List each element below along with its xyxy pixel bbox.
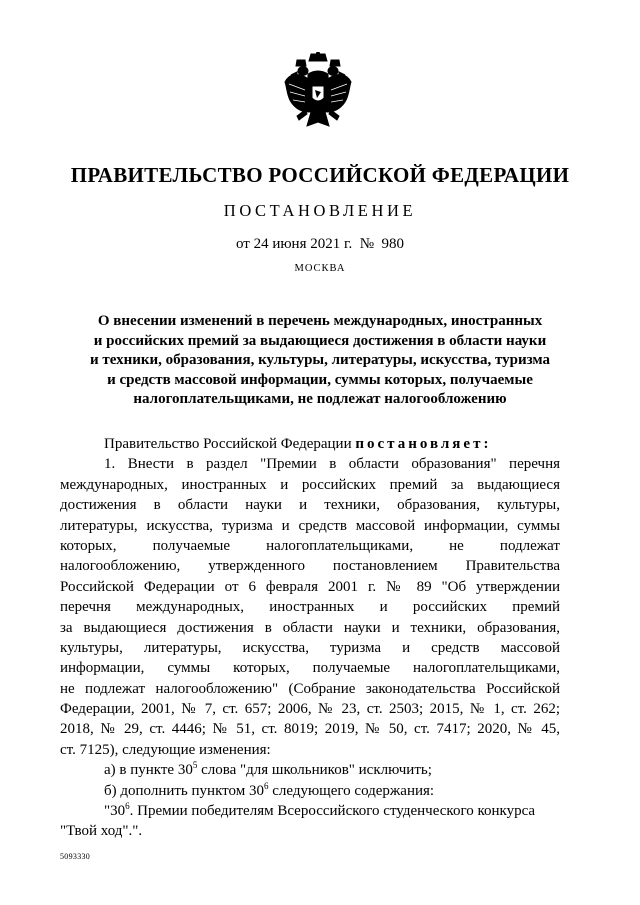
russian-coat-of-arms-icon [283,52,353,134]
paragraph-line: за выдающиеся достижения в области науки и техники, образования, [60,619,560,636]
paragraph-line: достижения в области науки и техники, образования, культуры, [60,497,560,514]
document-type: ПОСТАНОВЛЕНИЕ [223,201,417,220]
intro-line [60,434,560,454]
item-b-line: б) дополнить пунктом $30^6$ следующего содержания: [104,780,435,799]
intro-keyword: постановляет: [355,436,492,452]
paragraph-line: налогообложению, утвержденного постановлением Правительства [60,558,560,575]
city-name: МОСКВА [294,263,346,274]
paragraph-line: которых, получаемые налогоплательщиками, не подлежат [60,537,560,554]
document-heading [60,312,580,410]
document-body [60,434,560,842]
paragraph-line: 1. Внести в раздел "Премии в области образования" перечня [104,456,560,473]
paragraph-line: не подлежат налогообложению" (Собрание законодательства Российской [60,680,560,697]
item-a-line: а) в пункте $30^5$ слова "для школьников" исключить; [104,760,432,779]
heading-line: О внесении изменений в перечень международных, иностранных [97,313,543,329]
paragraph-line: культуры, литературы, искусства, туризма и средств массовой [60,639,560,656]
paragraph-line: 2018, № 29, ст. 4446; № 51, ст. 8019; 2019, № 50, ст. 7417; 2020, № 45, [60,721,560,738]
paragraph-line: информации, суммы которых, получаемые налогоплательщиками, [60,660,560,677]
paragraph-line: перечня международных, иностранных и российских премий [60,599,560,616]
intro-text: Правительство Российской Федерации [104,436,356,452]
paragraph-line: Федерации, 2001, № 7, ст. 657; 2006, № 23, ст. 2503; 2015, № 1, ст. 262; [60,701,560,718]
paragraph-line: ст. 7125), следующие изменения: [60,741,271,758]
document-id: 5093330 [60,852,91,861]
heading-line: налогоплательщиками, не подлежат налогообложению [133,391,507,408]
paragraph-line: Российской Федерации от 6 февраля 2001 г. № 89 "Об утверждении [60,578,560,595]
government-title: ПРАВИТЕЛЬСТВО РОССИЙСКОЙ ФЕДЕРАЦИИ [70,163,570,187]
heading-line: и российских премий за выдающиеся достижения в области науки [93,332,547,349]
document-date-number: от 24 июня 2021 г. № 980 [235,236,405,252]
coat-of-arms-emblem [283,52,353,134]
quote-line: "$30^6$. Премии победителям Всероссийского студенческого конкурса [104,801,536,820]
quote-line: "Твой ход".". [60,823,143,840]
paragraph-line: литературы, искусства, туризма и средств массовой информации, суммы [60,517,560,534]
paragraph-line: международных, иностранных и российских премий за выдающиеся [60,476,560,493]
heading-line: и средств массовой информации, суммы которых, получаемые [107,371,533,388]
heading-line: и техники, образования, культуры, литературы, искусства, туризма [89,352,551,369]
